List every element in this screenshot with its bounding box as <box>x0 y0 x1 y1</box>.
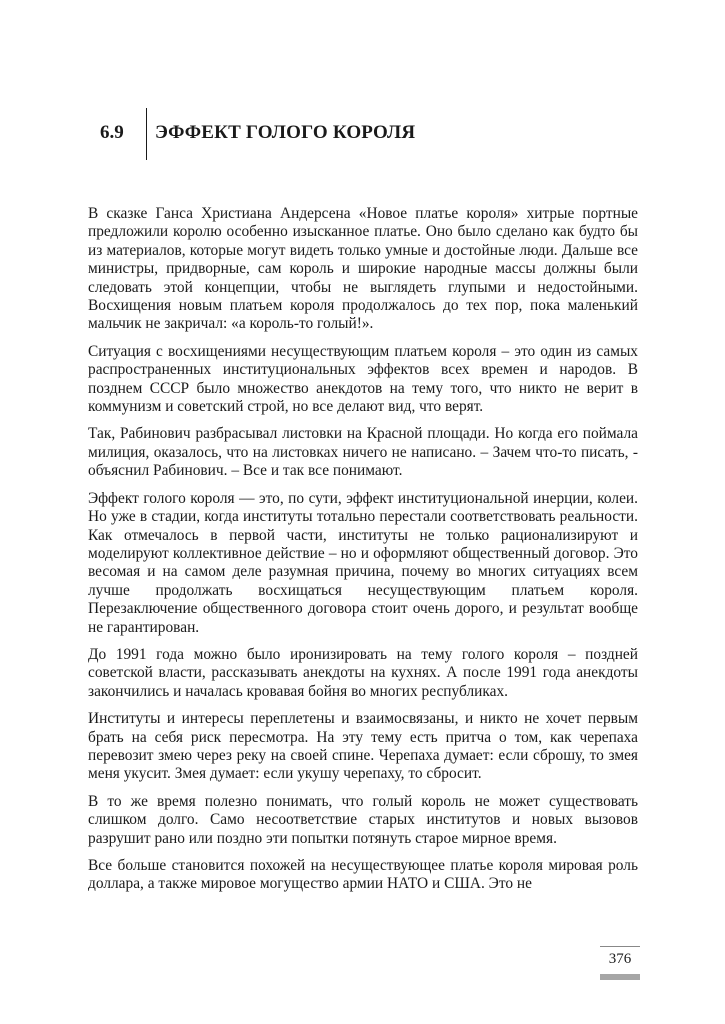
heading-divider <box>146 108 147 160</box>
section-number: 6.9 <box>100 122 124 143</box>
section-heading <box>100 108 415 160</box>
paragraph: В сказке Ганса Христиана Андерсена «Новое платье короля» хитрые портные предложили королю особенно изысканное платье. Оно было сделано как будто бы из материалов, которые могут видеть только умные и достойные люди. Дальше все министры, придворные, сам король и широкие народные массы должны были следовать этой концепции, чтобы не выглядеть глупыми и недостойными. Восхищения новым платьем короля продолжалось до тех пор, пока маленький мальчик не закричал: «а король-то голый!». <box>88 205 638 333</box>
page-number-bar <box>600 974 640 980</box>
page-number: 376 <box>608 951 632 967</box>
body-text <box>88 205 638 903</box>
paragraph: До 1991 года можно было иронизировать на тему голого короля – поздней советской власти, рассказывать анекдоты на кухнях. А после 1991 года анекдоты закончились и началась кровавая бойня во многих республиках. <box>88 645 638 700</box>
paragraph: Так, Рабинович разбрасывал листовки на Красной площади. Но когда его поймала милиция, оказалось, что на листовках ничего не написано. – Зачем что-то писать, - объяснил Рабинович. – Все и так все понимают. <box>88 425 638 480</box>
paragraph: Все больше становится похожей на несуществующее платье короля мировая роль доллара, а также мировое могущество армии НАТО и США. Это не <box>88 857 638 893</box>
section-title: ЭФФЕКТ ГОЛОГО КОРОЛЯ <box>155 122 416 143</box>
page-number-rule <box>600 946 640 947</box>
paragraph: Эффект голого короля — это, по сути, эффект институциональной инерции, колеи. Но уже в стадии, когда институты тотально перестали соответствовать реальности. Как отмечалось в первой части, институты не только рационализируют и моделируют коллективное действие – но и оформляют общественный договор. Это весомая и на самом деле разумная причина, почему во многих ситуациях всем лучше продолжать восхищаться несуществующим платьем короля. Перезаключение общественного договора стоит очень дорого, и результат вообще не гарантирован. <box>88 489 638 636</box>
paragraph: Институты и интересы переплетены и взаимосвязаны, и никто не хочет первым брать на себя риск пересмотра. На эту тему есть притча о том, как черепаха перевозит змею через реку на своей спине. Черепаха думает: если сброшу, то змея меня укусит. Змея думает: если укушу черепаху, то сбросит. <box>88 710 638 783</box>
paragraph: Ситуация с восхищениями несуществующим платьем короля – это один из самых распространенных институциональных эффектов всех времен и народов. В позднем СССР было множество анекдотов на тему того, что никто не верит в коммунизм и советский строй, но все делают вид, что верят. <box>88 342 638 416</box>
paragraph: В то же время полезно понимать, что голый король не может существовать слишком долго. Само несоответствие старых институтов и новых вызовов разрушит рано или поздно эти попытки потянуть старое мирное время. <box>88 792 638 847</box>
